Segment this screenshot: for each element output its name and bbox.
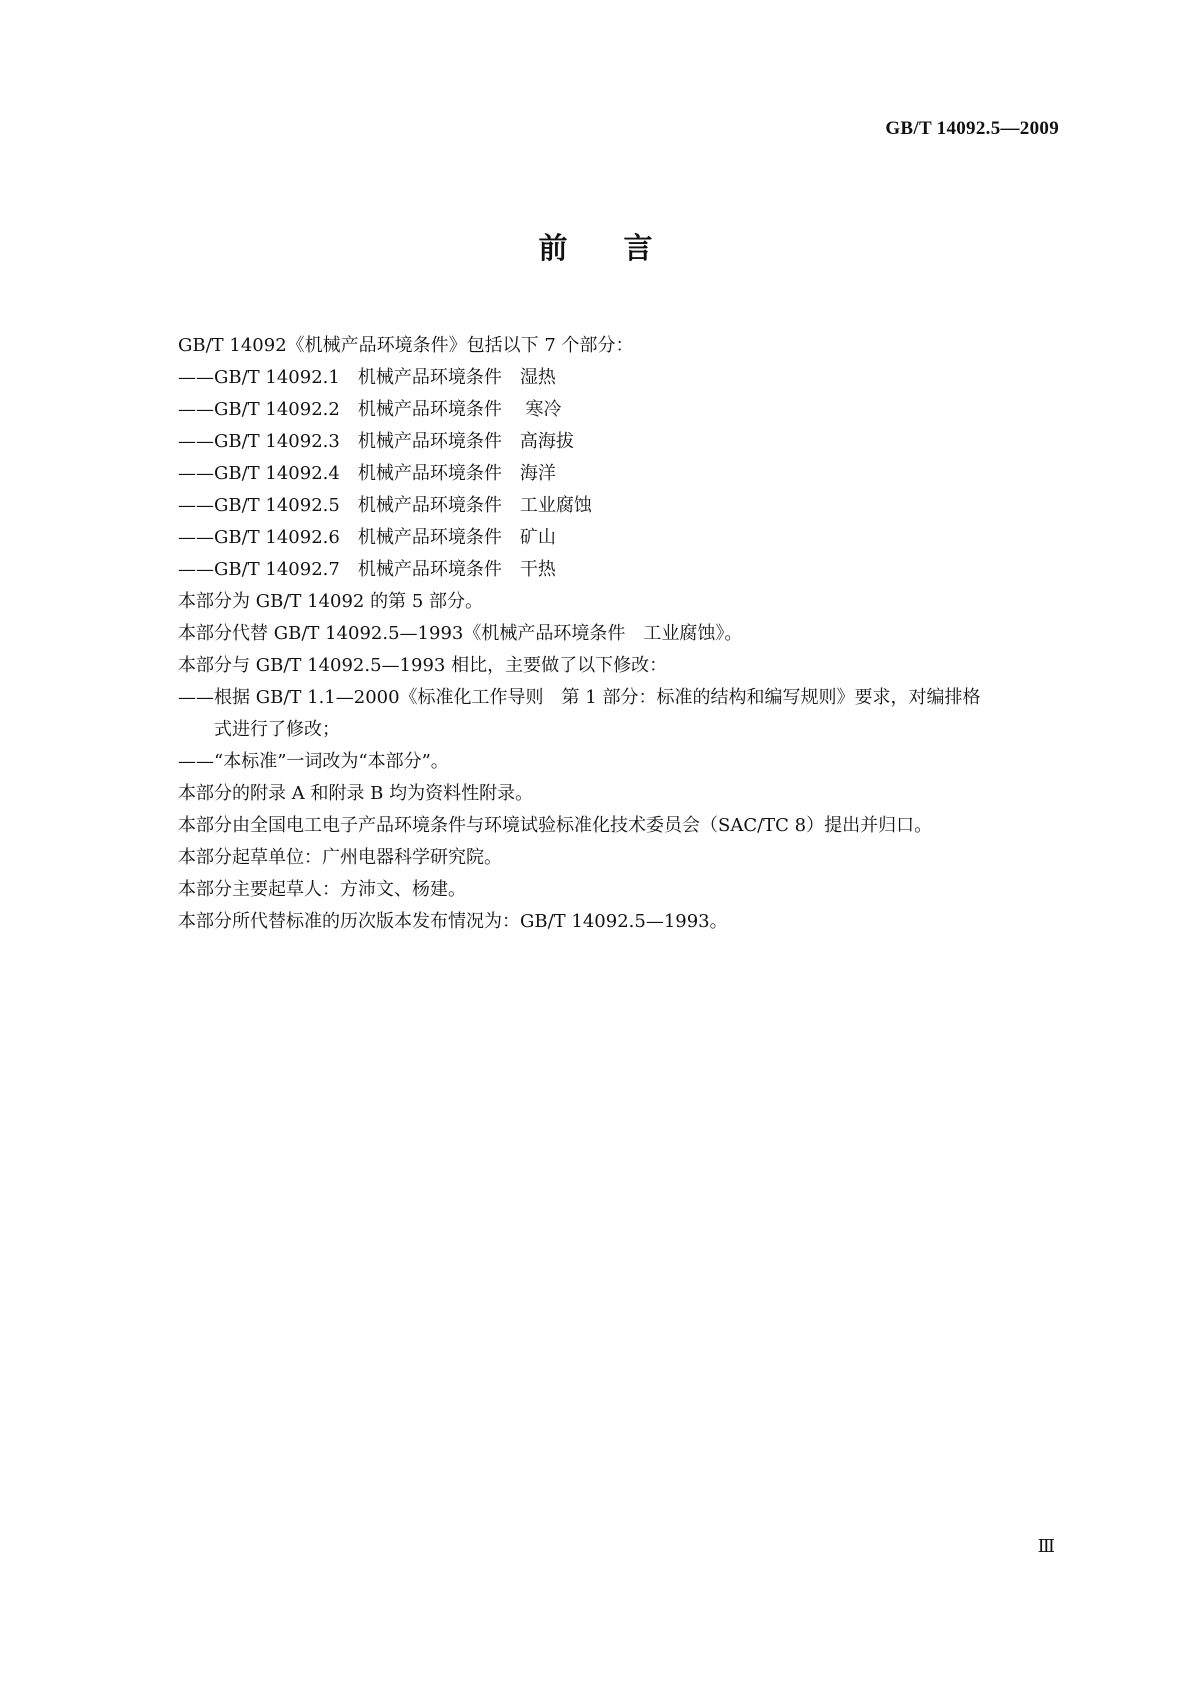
- intro-line: GB/T 14092《机械产品环境条件》包括以下 7 个部分：: [178, 335, 634, 356]
- change-list-item-continuation: 式进行了修改；: [214, 719, 340, 740]
- change-list-item: ——“本标准”一词改为“本部分”。: [178, 751, 449, 772]
- page-title: 前言: [538, 231, 709, 265]
- paragraph: 本部分所代替标准的历次版本发布情况为：GB/T 14092.5—1993。: [178, 911, 728, 932]
- part-list-item: ——GB/T 14092.4 机械产品环境条件 海洋: [178, 463, 556, 484]
- change-list-item: ——根据 GB/T 1.1—2000《标准化工作导则 第 1 部分：标准的结构和编写规则》要求，对编排格: [178, 687, 981, 708]
- part-list-item: ——GB/T 14092.2 机械产品环境条件 寒冷: [178, 399, 562, 420]
- paragraph: 本部分主要起草人：方沛文、杨建。: [178, 879, 466, 900]
- page-number: Ⅲ: [1037, 1536, 1055, 1556]
- paragraph: 本部分与 GB/T 14092.5—1993 相比，主要做了以下修改：: [178, 655, 668, 676]
- paragraph: 本部分起草单位：广州电器科学研究院。: [178, 847, 502, 868]
- part-list-item: ——GB/T 14092.3 机械产品环境条件 高海拔: [178, 431, 574, 452]
- part-list-item: ——GB/T 14092.7 机械产品环境条件 干热: [178, 559, 556, 580]
- paragraph: 本部分代替 GB/T 14092.5—1993《机械产品环境条件 工业腐蚀》。: [178, 623, 743, 644]
- standard-code: GB/T 14092.5—2009: [885, 118, 1059, 139]
- foreword-body: [178, 330, 1068, 938]
- part-list-item: ——GB/T 14092.5 机械产品环境条件 工业腐蚀: [178, 495, 592, 516]
- paragraph: 本部分为 GB/T 14092 的第 5 部分。: [178, 591, 483, 612]
- paragraph: 本部分的附录 A 和附录 B 均为资料性附录。: [178, 783, 534, 804]
- part-list-item: ——GB/T 14092.1 机械产品环境条件 湿热: [178, 367, 556, 388]
- paragraph: 本部分由全国电工电子产品环境条件与环境试验标准化技术委员会（SAC/TC 8）提出并归口。: [178, 815, 933, 836]
- part-list-item: ——GB/T 14092.6 机械产品环境条件 矿山: [178, 527, 556, 548]
